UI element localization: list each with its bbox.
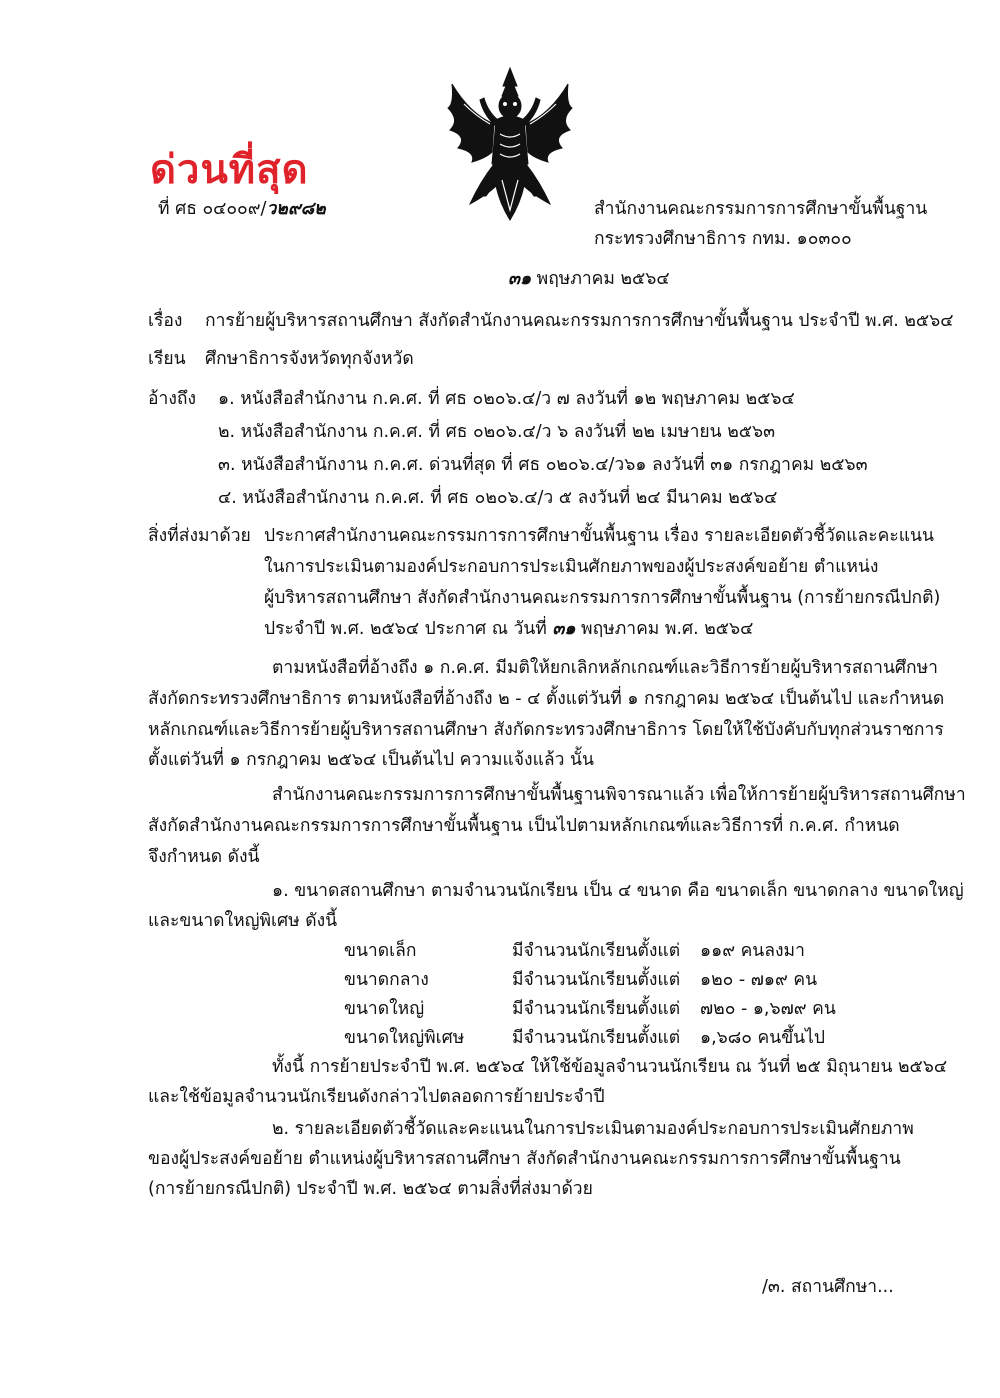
body-line: ๑. ขนาดสถานศึกษา ตามจำนวนนักเรียน เป็น ๔ ขนาด คือ ขนาดเล็ก ขนาดกลาง ขนาดใหญ่ bbox=[272, 881, 964, 901]
size-range: ๑๒๐ - ๗๑๙ คน bbox=[700, 970, 818, 990]
body-line: ๒. รายละเอียดตัวชี้วัดและคะแนนในการประเมินตามองค์ประกอบการประเมินศักยภาพ bbox=[272, 1119, 914, 1139]
size-name: ขนาดกลาง bbox=[344, 970, 429, 990]
size-table-row bbox=[0, 1027, 1000, 1051]
agency-name: สำนักงานคณะกรรมการการศึกษาขั้นพื้นฐาน bbox=[594, 199, 928, 219]
size-name: ขนาดใหญ่ bbox=[344, 999, 425, 1019]
enclosure-line-prefix: ประจำปี พ.ศ. ๒๕๖๔ ประกาศ ณ วันที่ bbox=[264, 619, 547, 639]
reference-number bbox=[158, 198, 326, 220]
garuda-emblem-icon bbox=[440, 64, 580, 224]
letter-date-day: ๓๑ bbox=[508, 269, 532, 289]
reference-prefix: ที่ ศธ ๐๔๐๐๙/ bbox=[158, 199, 267, 219]
reference-item: ๓. หนังสือสำนักงาน ก.ค.ศ. ด่วนที่สุด ที่ ศธ ๐๒๐๖.๔/ว๖๑ ลงวันที่ ๓๑ กรกฎาคม ๒๕๖๓ bbox=[218, 455, 868, 475]
enclosure-line-suffix: พฤษภาคม พ.ศ. ๒๕๖๔ bbox=[581, 619, 754, 639]
size-name: ขนาดเล็ก bbox=[344, 941, 417, 961]
size-name: ขนาดใหญ่พิเศษ bbox=[344, 1028, 465, 1048]
enclosure-line: ในการประเมินตามองค์ประกอบการประเมินศักยภาพของผู้ประสงค์ขอย้าย ตำแหน่ง bbox=[264, 557, 879, 577]
body-line: ทั้งนี้ การย้ายประจำปี พ.ศ. ๒๕๖๔ ให้ใช้ข้อมูลจำนวนนักเรียน ณ วันที่ ๒๕ มิถุนายน ๒๕๖๔ bbox=[272, 1057, 948, 1077]
size-table-row bbox=[0, 998, 1000, 1022]
urgent-label: ด่วนที่สุด bbox=[150, 147, 309, 193]
page-continuation: /๓. สถานศึกษา... bbox=[762, 1277, 894, 1297]
size-range: ๑,๖๘๐ คนขึ้นไป bbox=[700, 1028, 826, 1048]
size-range: ๗๒๐ - ๑,๖๗๙ คน bbox=[700, 999, 836, 1019]
agency-address: กระทรวงศึกษาธิการ กทม. ๑๐๓๐๐ bbox=[594, 229, 852, 249]
letter-date bbox=[508, 268, 670, 290]
enclosure-line: ประกาศสำนักงานคณะกรรมการการศึกษาขั้นพื้นฐาน เรื่อง รายละเอียดตัวชี้วัดและคะแนน bbox=[264, 526, 934, 546]
body-line: หลักเกณฑ์และวิธีการย้ายผู้บริหารสถานศึกษา สังกัดกระทรวงศึกษาธิการ โดยให้ใช้บังคับกับทุกส่วนราชการ bbox=[148, 720, 944, 740]
enclosure-line bbox=[264, 618, 753, 640]
body-line: จึงกำหนด ดังนี้ bbox=[148, 847, 260, 867]
subject-text: การย้ายผู้บริหารสถานศึกษา สังกัดสำนักงานคณะกรรมการการศึกษาขั้นพื้นฐาน ประจำปี พ.ศ. ๒๕๖๔ bbox=[205, 311, 954, 331]
size-table-row bbox=[0, 940, 1000, 964]
body-line: สังกัดกระทรวงศึกษาธิการ ตามหนังสือที่อ้างถึง ๒ - ๔ ตั้งแต่วันที่ ๑ กรกฎาคม ๒๕๖๔ เป็นต้นไป และกำหนด bbox=[148, 689, 945, 709]
body-line: (การย้ายกรณีปกติ) ประจำปี พ.ศ. ๒๕๖๔ ตามสิ่งที่ส่งมาด้วย bbox=[148, 1179, 593, 1199]
recipient-label: เรียน bbox=[148, 349, 186, 369]
reference-number-handwritten: ว๒๙๘๒ bbox=[266, 199, 326, 219]
body-line: และใช้ข้อมูลจำนวนนักเรียนดังกล่าวไปตลอดการย้ายประจำปี bbox=[148, 1087, 605, 1107]
reference-item: ๒. หนังสือสำนักงาน ก.ค.ศ. ที่ ศธ ๐๒๐๖.๔/ว ๖ ลงวันที่ ๒๒ เมษายน ๒๕๖๓ bbox=[218, 422, 776, 442]
size-range: ๑๑๙ คนลงมา bbox=[700, 941, 805, 961]
recipient-text: ศึกษาธิการจังหวัดทุกจังหวัด bbox=[205, 349, 414, 369]
enclosure-line: ผู้บริหารสถานศึกษา สังกัดสำนักงานคณะกรรมการการศึกษาขั้นพื้นฐาน (การย้ายกรณีปกติ) bbox=[264, 588, 941, 608]
reference-item: ๔. หนังสือสำนักงาน ก.ค.ศ. ที่ ศธ ๐๒๐๖.๔/ว ๕ ลงวันที่ ๒๔ มีนาคม ๒๕๖๔ bbox=[218, 488, 778, 508]
body-line: ของผู้ประสงค์ขอย้าย ตำแหน่งผู้บริหารสถานศึกษา สังกัดสำนักงานคณะกรรมการการศึกษาขั้นพื้นฐาน bbox=[148, 1149, 901, 1169]
body-line: สำนักงานคณะกรรมการการศึกษาขั้นพื้นฐานพิจารณาแล้ว เพื่อให้การย้ายผู้บริหารสถานศึกษา bbox=[272, 785, 966, 805]
enclosure-line-day: ๓๑ bbox=[552, 619, 576, 639]
size-description: มีจำนวนนักเรียนตั้งแต่ bbox=[512, 970, 681, 990]
body-line: และขนาดใหญ่พิเศษ ดังนี้ bbox=[148, 911, 338, 931]
letter-date-month-year: พฤษภาคม ๒๕๖๔ bbox=[536, 269, 670, 289]
reference-item: ๑. หนังสือสำนักงาน ก.ค.ศ. ที่ ศธ ๐๒๐๖.๔/ว ๗ ลงวันที่ ๑๒ พฤษภาคม ๒๕๖๔ bbox=[218, 389, 795, 409]
size-description: มีจำนวนนักเรียนตั้งแต่ bbox=[512, 941, 681, 961]
references-label: อ้างถึง bbox=[148, 389, 197, 409]
enclosure-label: สิ่งที่ส่งมาด้วย bbox=[148, 526, 251, 546]
subject-label: เรื่อง bbox=[148, 311, 183, 331]
size-description: มีจำนวนนักเรียนตั้งแต่ bbox=[512, 999, 681, 1019]
body-line: ตามหนังสือที่อ้างถึง ๑ ก.ค.ศ. มีมติให้ยกเลิกหลักเกณฑ์และวิธีการย้ายผู้บริหารสถานศึกษา bbox=[272, 658, 938, 678]
body-line: สังกัดสำนักงานคณะกรรมการการศึกษาขั้นพื้นฐาน เป็นไปตามหลักเกณฑ์และวิธีการที่ ก.ค.ศ. กำหนด bbox=[148, 816, 900, 836]
size-table-row bbox=[0, 969, 1000, 993]
body-line: ตั้งแต่วันที่ ๑ กรกฎาคม ๒๕๖๔ เป็นต้นไป ความแจ้งแล้ว นั้น bbox=[148, 750, 594, 770]
size-description: มีจำนวนนักเรียนตั้งแต่ bbox=[512, 1028, 681, 1048]
